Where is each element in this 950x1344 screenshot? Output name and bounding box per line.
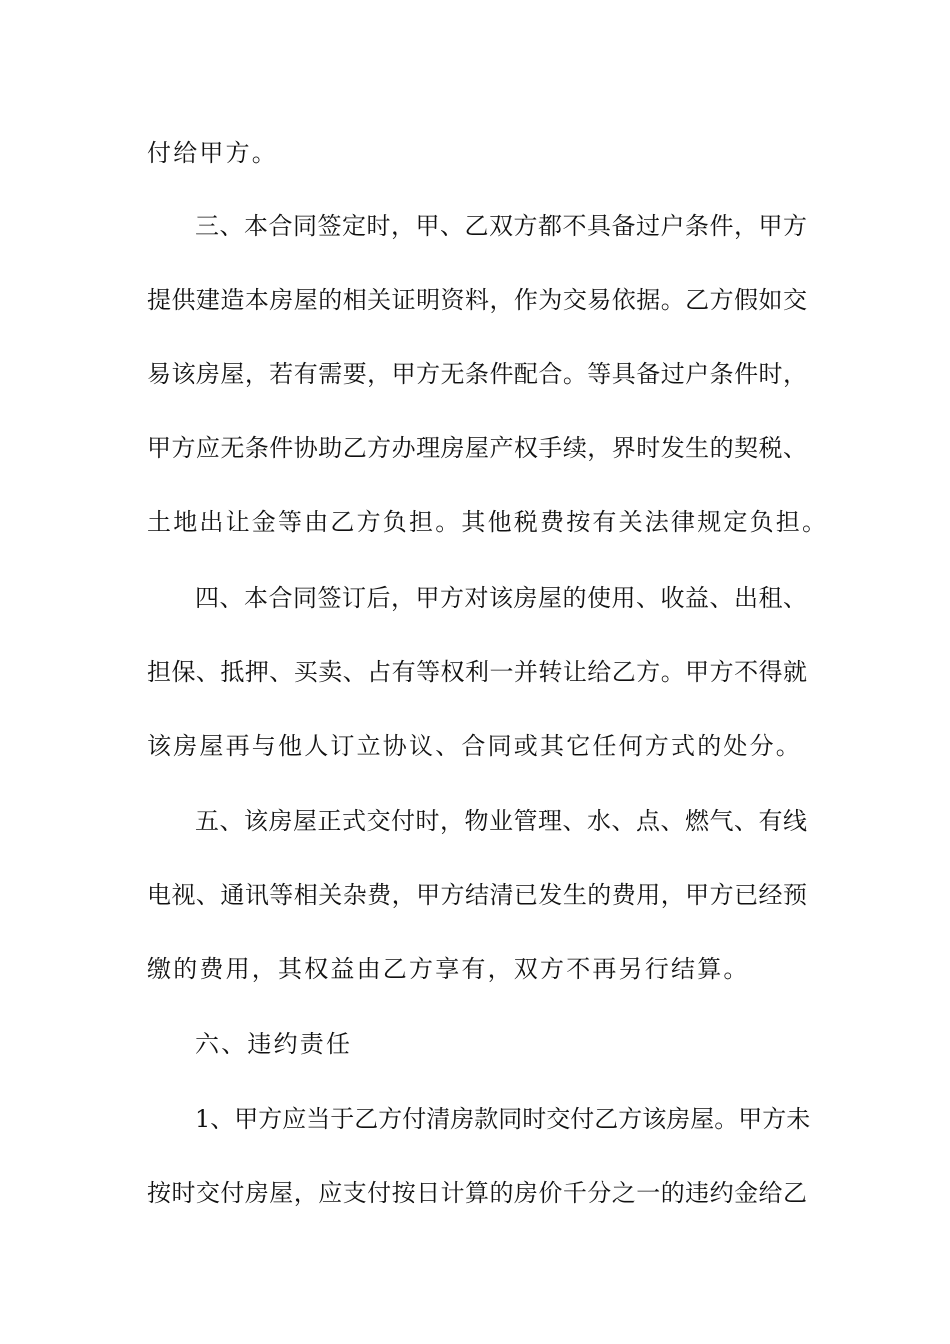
paragraph-line: 土地出让金等由乙方负担。其他税费按有关法律规定负担。 <box>147 508 829 536</box>
clause-5-heading-line: 五、该房屋正式交付时，物业管理、水、点、燃气、有线 <box>195 807 807 835</box>
item-1-line: 1、甲方应当于乙方付清房款同时交付乙方该房屋。甲方未 <box>195 1105 811 1133</box>
paragraph-line: 提供建造本房屋的相关证明资料，作为交易依据。乙方假如交 <box>147 286 807 314</box>
paragraph-line: 按时交付房屋，应支付按日计算的房价千分之一的违约金给乙 <box>147 1179 807 1207</box>
paragraph-line: 缴的费用，其权益由乙方享有，双方不再另行结算。 <box>147 955 750 983</box>
paragraph-line: 甲方应无条件协助乙方办理房屋产权手续，界时发生的契税、 <box>147 434 807 462</box>
clause-4-heading-line: 四、本合同签订后，甲方对该房屋的使用、收益、出租、 <box>195 584 807 612</box>
paragraph-line: 易该房屋，若有需要，甲方无条件配合。等具备过户条件时， <box>147 360 807 388</box>
section-6-heading: 六、违约责任 <box>195 1030 353 1058</box>
clause-3-heading-line: 三、本合同签定时，甲、乙双方都不具备过户条件，甲方 <box>195 212 807 240</box>
paragraph-line: 电视、通讯等相关杂费，甲方结清已发生的费用，甲方已经预 <box>147 881 807 909</box>
paragraph-line: 担保、抵押、买卖、占有等权利一并转让给乙方。甲方不得就 <box>147 658 807 686</box>
paragraph-line: 付给甲方。 <box>147 139 278 167</box>
paragraph-line: 该房屋再与他人订立协议、合同或其它任何方式的处分。 <box>147 732 802 760</box>
